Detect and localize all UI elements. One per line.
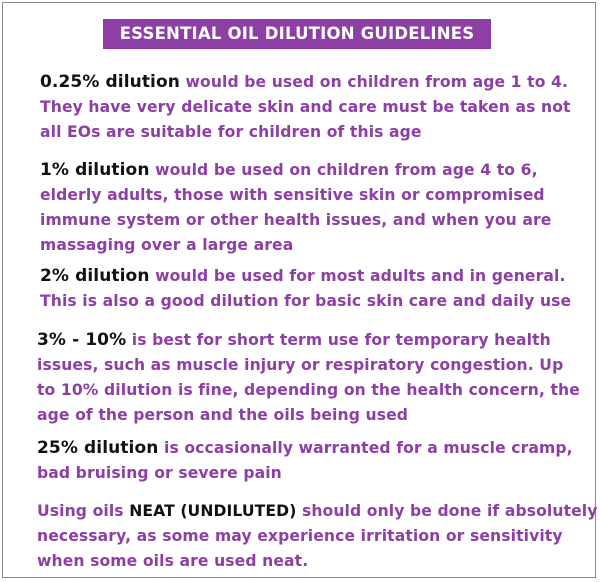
guideline-line: [40, 264, 571, 289]
guideline-line: [40, 70, 571, 95]
guideline-text: would be used on children from age 1 to 4.: [179, 73, 569, 91]
guideline-text: to 10% dilution is fine, depending on the health concern, the: [37, 381, 580, 399]
guideline-text: age of the person and the oils being used: [37, 406, 409, 424]
neat-emphasis: NEAT (UNDILUTED): [129, 502, 297, 520]
neat-note-text: should only be done if absolutely: [296, 502, 598, 520]
guideline-2-percent: [40, 264, 571, 314]
guideline-line: [40, 158, 551, 183]
guideline-3-to-10-percent: [37, 328, 580, 428]
neat-note-line: [37, 499, 598, 524]
guideline-text: massaging over a large area: [40, 236, 294, 254]
dilution-label: 1% dilution: [40, 160, 150, 180]
neat-note-text: when some oils are used neat.: [37, 552, 309, 570]
guideline-1-percent: [40, 158, 551, 258]
guideline-text: immune system or other health issues, and when you are: [40, 211, 552, 229]
guideline-line: [37, 328, 580, 353]
guidelines-card: [2, 2, 596, 578]
guideline-0-25-percent: [40, 70, 571, 145]
dilution-label: 25% dilution: [37, 438, 159, 458]
guideline-text: elderly adults, those with sensitive skin or compromised: [40, 186, 545, 204]
guideline-line: [37, 436, 573, 461]
neat-note: [37, 499, 598, 574]
neat-note-text: necessary, as some may experience irritation or sensitivity: [37, 527, 563, 545]
dilution-label: 3% - 10%: [37, 330, 127, 350]
guideline-text: bad bruising or severe pain: [37, 464, 282, 482]
guideline-25-percent: [37, 436, 573, 486]
guideline-text: This is also a good dilution for basic skin care and daily use: [40, 292, 572, 310]
page-title: ESSENTIAL OIL DILUTION GUIDELINES: [103, 19, 491, 49]
guideline-text: would be used for most adults and in general.: [149, 267, 566, 285]
guideline-text: They have very delicate skin and care must be taken as not: [40, 98, 571, 116]
guideline-text: is occasionally warranted for a muscle cramp,: [158, 439, 573, 457]
guideline-text: issues, such as muscle injury or respiratory congestion. Up: [37, 356, 564, 374]
guideline-text: is best for short term use for temporary health: [126, 331, 551, 349]
dilution-label: 0.25% dilution: [40, 72, 180, 92]
neat-note-prefix: Using oils: [37, 502, 130, 520]
guideline-text: all EOs are suitable for children of this age: [40, 123, 422, 141]
guideline-text: would be used on children from age 4 to 6,: [149, 161, 538, 179]
dilution-label: 2% dilution: [40, 266, 150, 286]
